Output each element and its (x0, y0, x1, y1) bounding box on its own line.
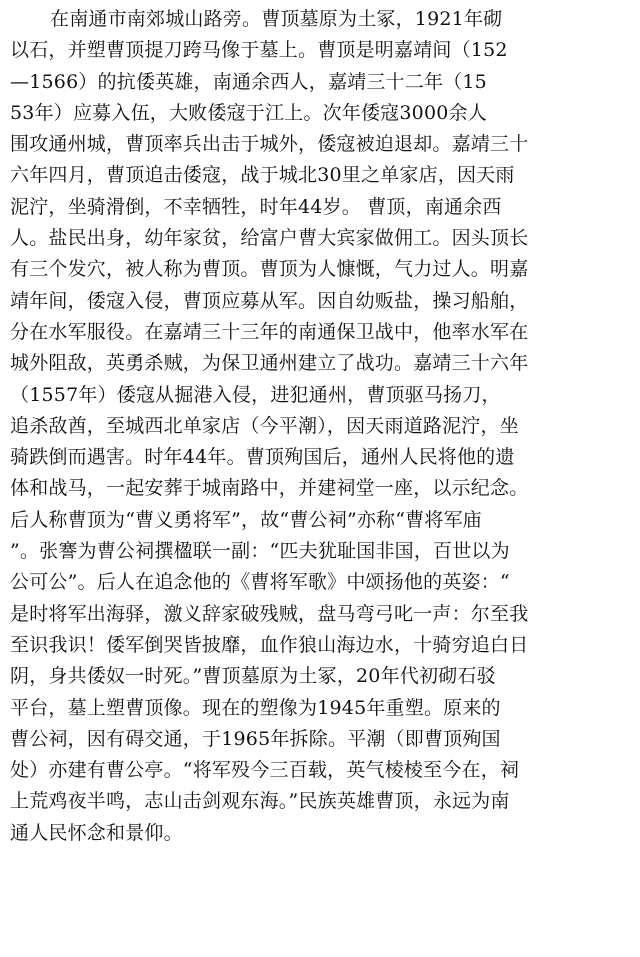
text-line: 靖年间，倭寇入侵，曹顶应募从军。因自幼贩盐，操习船舶， (10, 289, 529, 312)
text-line: 围攻通州城，曹顶率兵出击于城外，倭寇被迫退却。嘉靖三十 (10, 133, 529, 156)
text-line: 曹公祠，因有碍交通，于1965年拆除。平潮（即曹顶殉国 (10, 727, 501, 750)
text-line: 泥泞，坐骑滑倒，不幸牺牲，时年44岁。 曹顶，南通余西 (10, 195, 502, 218)
text-line: 以石，并塑曹顶提刀跨马像于墓上。曹顶是明嘉靖间（152 (10, 39, 508, 62)
text-line: 追杀敌酋，至城西北单家店（今平潮），因天雨道路泥泞，坐 (10, 414, 519, 437)
text-line: 六年四月，曹顶追击倭寇，战于城北30里之单家店，因天雨 (10, 164, 515, 187)
text-line: 公可公”。后人在追念他的《曹将军歌》中颂扬他的英姿：“ (10, 571, 510, 594)
text-line: （1557年）倭寇从掘港入侵，进犯通州，曹顶驱马扬刀， (10, 383, 501, 406)
text-line: 阴，身共倭奴一时死。”曹顶墓原为土冢，20年代初砌石驳 (10, 665, 496, 688)
text-line: 体和战马，一起安葬于城南路中，并建祠堂一座，以示纪念。 (10, 477, 529, 500)
text-line: 后人称曹顶为“曹义勇将军”，故“曹公祠”亦称“曹将军庙 (10, 508, 482, 531)
text-line: 处）亦建有曹公亭。“将军殁今三百载，英气棱棱至今在，祠 (10, 759, 520, 782)
text-line: ”。张謇为曹公祠撰楹联一副：“匹夫犹耻国非国，百世以为 (10, 540, 510, 563)
text-line: 是时将军出海驿，激义辞家破残贼，盘马弯弓叱一声：尔至我 (10, 602, 529, 625)
text-line: 人。盐民出身，幼年家贫，给富户曹大宾家做佣工。因头顶长 (10, 227, 529, 250)
text-line: 有三个发穴，被人称为曹顶。曹顶为人慷慨，气力过人。明嘉 (10, 258, 529, 281)
text-line: 通人民怀念和景仰。 (10, 821, 183, 844)
text-line: —1566）的抗倭英雄，南通余西人，嘉靖三十二年（15 (10, 70, 487, 93)
text-line: 城外阻敌，英勇杀贼，为保卫通州建立了战功。嘉靖三十六年 (10, 352, 529, 375)
text-line: 上荒鸡夜半鸣，志山击剑观东海。”民族英雄曹顶，永远为南 (10, 790, 510, 813)
text-line: 骑跌倒而遇害。时年44年。曹顶殉国后，通州人民将他的遗 (10, 446, 515, 469)
text-line: 至识我识！倭军倒哭皆披靡，血作狼山海边水，十骑穷追白日 (10, 633, 529, 656)
text-line: 在南通市南郊城山路旁。曹顶墓原为土冢，1921年砌 (50, 8, 503, 30)
text-line: 分在水军服役。在嘉靖三十三年的南通保卫战中，他率水军在 (10, 320, 529, 343)
text-line: 平台，墓上塑曹顶像。现在的塑像为1945年重塑。原来的 (10, 696, 501, 719)
text-line: 53年）应募入伍，大败倭寇于江上。次年倭寇3000余人 (10, 101, 487, 124)
